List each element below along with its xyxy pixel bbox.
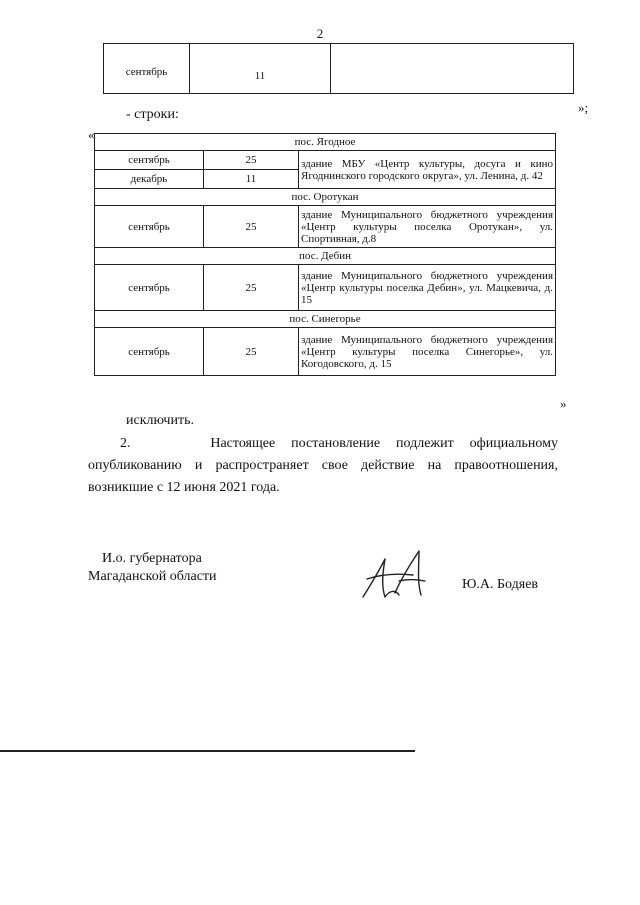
top-table-month: сентябрь: [104, 44, 190, 94]
row-month: сентябрь: [95, 265, 204, 311]
table-row: [95, 151, 556, 170]
signer-position-line-1: И.о. губернатора: [102, 551, 202, 566]
table-row: [95, 265, 556, 311]
row-count: 11: [204, 170, 299, 189]
row-month: сентябрь: [95, 328, 204, 376]
section-place: пос. Синегорье: [95, 311, 556, 328]
section-place: пос. Дебин: [95, 248, 556, 265]
row-month: декабрь: [95, 170, 204, 189]
row-address: здание Муниципального бюджетного учреждения «Центр культуры поселка Синегорье», ул. Когодовского, д. 15: [299, 328, 556, 376]
paragraph-line-3: возникшие с 12 июня 2021 года.: [88, 480, 280, 495]
row-address: здание Муниципального бюджетного учреждения «Центр культуры поселка Оротукан», ул. Спортивная, д.8: [299, 206, 556, 248]
top-close-quote: »;: [578, 100, 589, 115]
signer-position-line-2: Магаданской области: [88, 569, 217, 584]
venues-table: [94, 133, 556, 376]
top-table: [103, 43, 574, 94]
paragraph-2: [88, 433, 558, 499]
row-month: сентябрь: [95, 206, 204, 248]
close-quote: »: [560, 396, 567, 411]
top-table-count: 11: [190, 44, 331, 94]
row-count: 25: [204, 151, 299, 170]
page-footer-rule: [0, 750, 415, 752]
row-month: сентябрь: [95, 151, 204, 170]
section-place: пос. Ягодное: [95, 134, 556, 151]
paragraph-line-1: Настоящее постановление подлежит официальному: [210, 436, 559, 451]
row-count: 25: [204, 206, 299, 248]
lines-label: - строки:: [126, 107, 179, 122]
row-address: здание МБУ «Центр культуры, досуга и кино Ягоднинского городского округа», ул. Ленина, д. 42: [299, 151, 556, 189]
row-address: здание Муниципального бюджетного учреждения «Центр культуры поселка Дебин», ул. Мацкевича, д. 15: [299, 265, 556, 311]
paragraph-line-2: опубликованию и распространяет свое действие на правоотношения,: [88, 458, 558, 473]
row-count: 25: [204, 328, 299, 376]
section-place: пос. Оротукан: [95, 189, 556, 206]
row-count: 25: [204, 265, 299, 311]
signer-name: Ю.А. Бодяев: [462, 577, 539, 592]
handwritten-signature: [355, 545, 435, 605]
table-row: [95, 328, 556, 376]
table-row: [95, 206, 556, 248]
top-table-address: [331, 44, 574, 94]
paragraph-number: 2.: [120, 436, 131, 451]
open-quote: «: [88, 127, 95, 142]
page-number: 2: [316, 26, 324, 41]
exclude-text: исключить.: [126, 413, 194, 428]
